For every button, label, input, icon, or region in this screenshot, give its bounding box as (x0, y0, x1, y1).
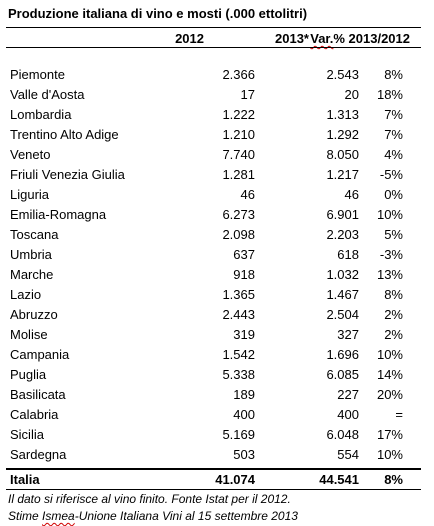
note-estimate-pre: Stime (8, 509, 43, 523)
table-row (6, 304, 421, 324)
value-2012: 319 (233, 326, 255, 342)
value-2013: 618 (337, 246, 359, 262)
value-2013: 8.050 (326, 146, 359, 162)
table-row (6, 264, 421, 284)
value-2012: 189 (233, 386, 255, 402)
header-separator (6, 47, 421, 48)
table-row (6, 104, 421, 124)
value-2013: 6.901 (326, 206, 359, 222)
regions-table-body (6, 64, 421, 464)
table-row (6, 284, 421, 304)
value-2013: 1.696 (326, 346, 359, 362)
value-2013: 1.217 (326, 166, 359, 182)
note-estimate (8, 509, 298, 523)
note-estimate-ismea: Ismea (42, 509, 75, 523)
region-name: Sicilia (10, 426, 44, 442)
value-2013: 2.504 (326, 306, 359, 322)
value-2012: 17 (240, 86, 255, 102)
value-2013: 6.048 (326, 426, 359, 442)
value-variation: 8% (384, 286, 403, 302)
value-2013: 1.467 (326, 286, 359, 302)
value-variation: 2% (384, 326, 403, 342)
value-2013: 1.313 (326, 106, 359, 122)
regions-table (6, 64, 421, 464)
region-name: Sardegna (10, 446, 67, 462)
region-name: Molise (10, 326, 48, 342)
value-2013: 2.543 (326, 66, 359, 82)
value-2012: 5.338 (222, 366, 255, 382)
value-variation: 14% (376, 366, 403, 382)
table-row (6, 84, 421, 104)
total-table (6, 469, 421, 489)
value-2012: 1.281 (222, 166, 255, 182)
value-2013: 20 (344, 86, 359, 102)
value-2012: 6.273 (222, 206, 255, 222)
region-name: Marche (10, 266, 54, 282)
table-row (6, 224, 421, 244)
value-2013: 227 (337, 386, 359, 402)
value-2013: 2.203 (326, 226, 359, 242)
value-variation: 17% (376, 426, 403, 442)
bottom-separator (6, 489, 421, 490)
value-variation: -3% (379, 246, 403, 262)
value-variation: 10% (376, 346, 403, 362)
value-2012: 1.222 (222, 106, 255, 122)
region-name: Campania (10, 346, 70, 362)
table-row (6, 204, 421, 224)
value-2012: 1.210 (222, 126, 255, 142)
table-row (6, 124, 421, 144)
value-2012: 918 (233, 266, 255, 282)
value-variation: 7% (384, 106, 403, 122)
value-2012: 1.542 (222, 346, 255, 362)
value-2012: 400 (233, 406, 255, 422)
value-2013: 554 (337, 446, 359, 462)
table-row (6, 164, 421, 184)
total-variation: 8% (384, 471, 403, 487)
table-row (6, 384, 421, 404)
value-variation: 20% (376, 386, 403, 402)
total-row (6, 469, 421, 489)
value-2013: 1.292 (326, 126, 359, 142)
value-2012: 46 (240, 186, 255, 202)
value-variation: 7% (384, 126, 403, 142)
value-2013: 46 (344, 186, 359, 202)
value-2012: 2.366 (222, 66, 255, 82)
region-name: Piemonte (10, 66, 65, 82)
table-row (6, 404, 421, 424)
region-name: Valle d'Aosta (10, 86, 85, 102)
value-variation: 5% (384, 226, 403, 242)
value-variation: 4% (384, 146, 403, 162)
value-variation: 13% (376, 266, 403, 282)
value-2012: 637 (233, 246, 255, 262)
header-variation-prefix: Var. (310, 31, 334, 46)
value-2013: 1.032 (326, 266, 359, 282)
region-name: Puglia (10, 366, 47, 382)
region-name: Veneto (10, 146, 51, 162)
value-2012: 2.443 (222, 306, 255, 322)
header-2013: 2013* (275, 31, 309, 46)
table-row (6, 324, 421, 344)
note-estimate-post: -Unione Italiana Vini al 15 settembre 2013 (74, 509, 298, 523)
table-row (6, 64, 421, 84)
note-source: Il dato si riferisce al vino finito. Fonte Istat per il 2012. (8, 492, 291, 506)
table-row (6, 444, 421, 464)
table-row (6, 144, 421, 164)
value-2012: 5.169 (222, 426, 255, 442)
table-row (6, 244, 421, 264)
total-2013: 44.541 (319, 471, 359, 487)
title-separator (6, 27, 421, 28)
value-2012: 7.740 (222, 146, 255, 162)
value-2012: 1.365 (222, 286, 255, 302)
value-variation: 0% (384, 186, 403, 202)
region-name: Toscana (10, 226, 59, 242)
region-name: Lombardia (10, 106, 72, 122)
value-variation: 18% (376, 86, 403, 102)
region-name: Calabria (10, 406, 59, 422)
value-variation: -5% (379, 166, 403, 182)
value-2012: 2.098 (222, 226, 255, 242)
value-2012: 503 (233, 446, 255, 462)
value-variation: 2% (384, 306, 403, 322)
table-row (6, 364, 421, 384)
region-name: Liguria (10, 186, 50, 202)
total-2012: 41.074 (215, 471, 255, 487)
total-name: Italia (10, 471, 40, 487)
region-name: Friuli Venezia Giulia (10, 166, 125, 182)
table-row (6, 344, 421, 364)
value-variation: 10% (376, 446, 403, 462)
value-2013: 6.085 (326, 366, 359, 382)
header-variation (310, 31, 410, 46)
table-row (6, 424, 421, 444)
value-variation: 10% (376, 206, 403, 222)
region-name: Abruzzo (10, 306, 58, 322)
header-variation-suffix: % 2013/2012 (333, 31, 410, 46)
table-title: Produzione italiana di vino e mosti (.000 ettolitri) (8, 6, 308, 21)
region-name: Trentino Alto Adige (10, 126, 119, 142)
region-name: Lazio (10, 286, 42, 302)
value-variation: 8% (384, 66, 403, 82)
header-2012: 2012 (175, 31, 204, 46)
region-name: Basilicata (10, 386, 66, 402)
value-2013: 327 (337, 326, 359, 342)
region-name: Umbria (10, 246, 52, 262)
region-name: Emilia-Romagna (10, 206, 107, 222)
table-row (6, 184, 421, 204)
value-variation: = (395, 406, 403, 422)
value-2013: 400 (337, 406, 359, 422)
